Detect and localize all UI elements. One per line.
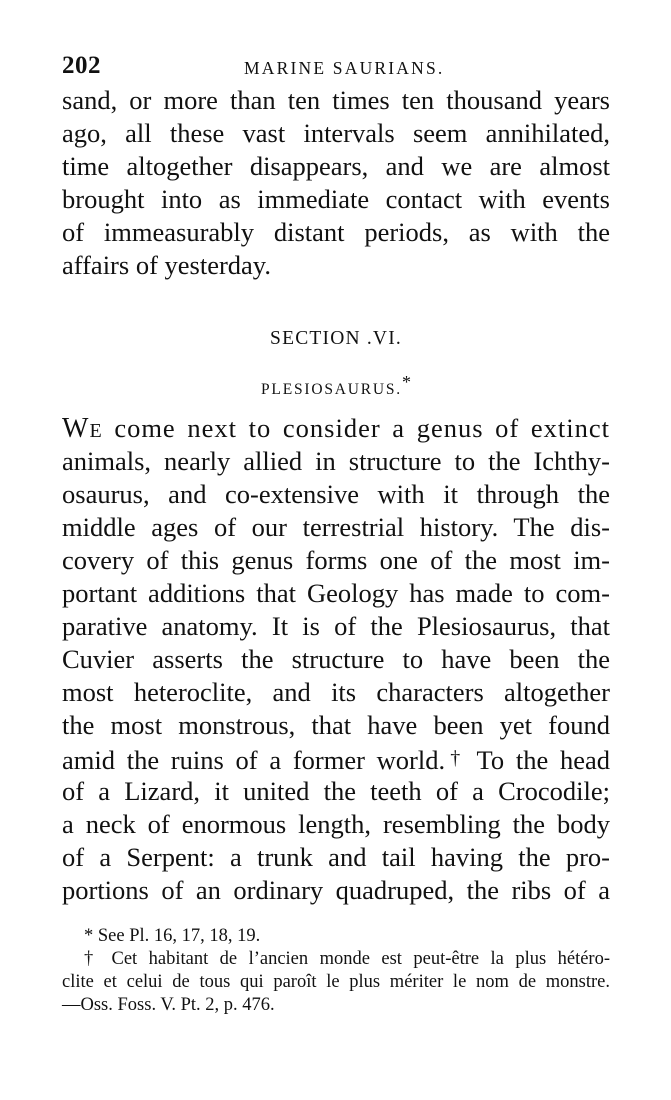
text-line: Cuvier asserts the structure to have been the bbox=[62, 644, 610, 674]
text-line: ago, all these vast intervals seem annihilated, bbox=[62, 118, 610, 148]
initial-capital: W bbox=[62, 413, 90, 444]
section-title: PLESIOSAURUS. bbox=[261, 381, 402, 398]
running-title: MARINE SAURIANS. bbox=[244, 58, 445, 78]
text-line: sand, or more than ten times ten thousand years bbox=[62, 85, 610, 115]
text-line-rest: come next to consider a genus of extinct bbox=[114, 413, 611, 443]
text-line: portant additions that Geology has made to com- bbox=[62, 578, 610, 608]
paragraph-plesiosaurus bbox=[62, 412, 610, 907]
running-head bbox=[62, 48, 610, 84]
footnote-1: * See Pl. 16, 17, 18, 19. bbox=[84, 926, 261, 946]
footnotes bbox=[62, 925, 610, 1017]
text-line: middle ages of our terrestrial history. The dis- bbox=[62, 512, 610, 542]
footnote-2-line: —Oss. Foss. V. Pt. 2, p. 476. bbox=[62, 995, 275, 1015]
text-segment: amid the ruins of a former world. bbox=[62, 745, 446, 775]
paragraph-continued bbox=[62, 84, 610, 282]
section-subheading bbox=[62, 372, 610, 400]
text-line: of immeasurably distant periods, as with the bbox=[62, 217, 610, 247]
text-segment: To the head bbox=[476, 745, 610, 775]
text-line: of a Lizard, it united the teeth of a Crocodile; bbox=[62, 776, 610, 806]
text-line: osaurus, and co-extensive with it through the bbox=[62, 479, 610, 509]
text-line-with-dagger bbox=[62, 742, 610, 775]
text-line: time altogether disappears, and we are almost bbox=[62, 151, 610, 181]
footnote-marker[interactable]: * bbox=[401, 372, 411, 392]
text-line: brought into as immediate contact with events bbox=[62, 184, 610, 214]
footnote-2-line: † Cet habitant de l’ancien monde est peut-être la plus hétéro- bbox=[84, 949, 610, 969]
text-line: most heteroclite, and its characters altogether bbox=[62, 677, 610, 707]
text-line: animals, nearly allied in structure to the Ichthy- bbox=[62, 446, 610, 476]
small-capital: E bbox=[89, 420, 103, 442]
book-page bbox=[62, 48, 610, 1017]
text-line: of a Serpent: a trunk and tail having the pro- bbox=[62, 842, 610, 872]
footnote-marker[interactable]: † bbox=[445, 747, 466, 769]
text-line: the most monstrous, that have been yet found bbox=[62, 710, 610, 740]
text-line: a neck of enormous length, resembling the body bbox=[62, 809, 610, 839]
text-line-first bbox=[62, 412, 610, 445]
text-line: affairs of yesterday. bbox=[62, 250, 271, 280]
footnote-2-line: clite et celui de tous qui paroît le plus mériter le nom de monstre. bbox=[62, 972, 610, 992]
page-number: 202 bbox=[62, 52, 101, 79]
text-line: portions of an ordinary quadruped, the ribs of a bbox=[62, 875, 610, 905]
text-line: covery of this genus forms one of the most im- bbox=[62, 545, 610, 575]
section-heading: SECTION .VI. bbox=[270, 328, 402, 349]
text-line: parative anatomy. It is of the Plesiosaurus, that bbox=[62, 611, 610, 641]
